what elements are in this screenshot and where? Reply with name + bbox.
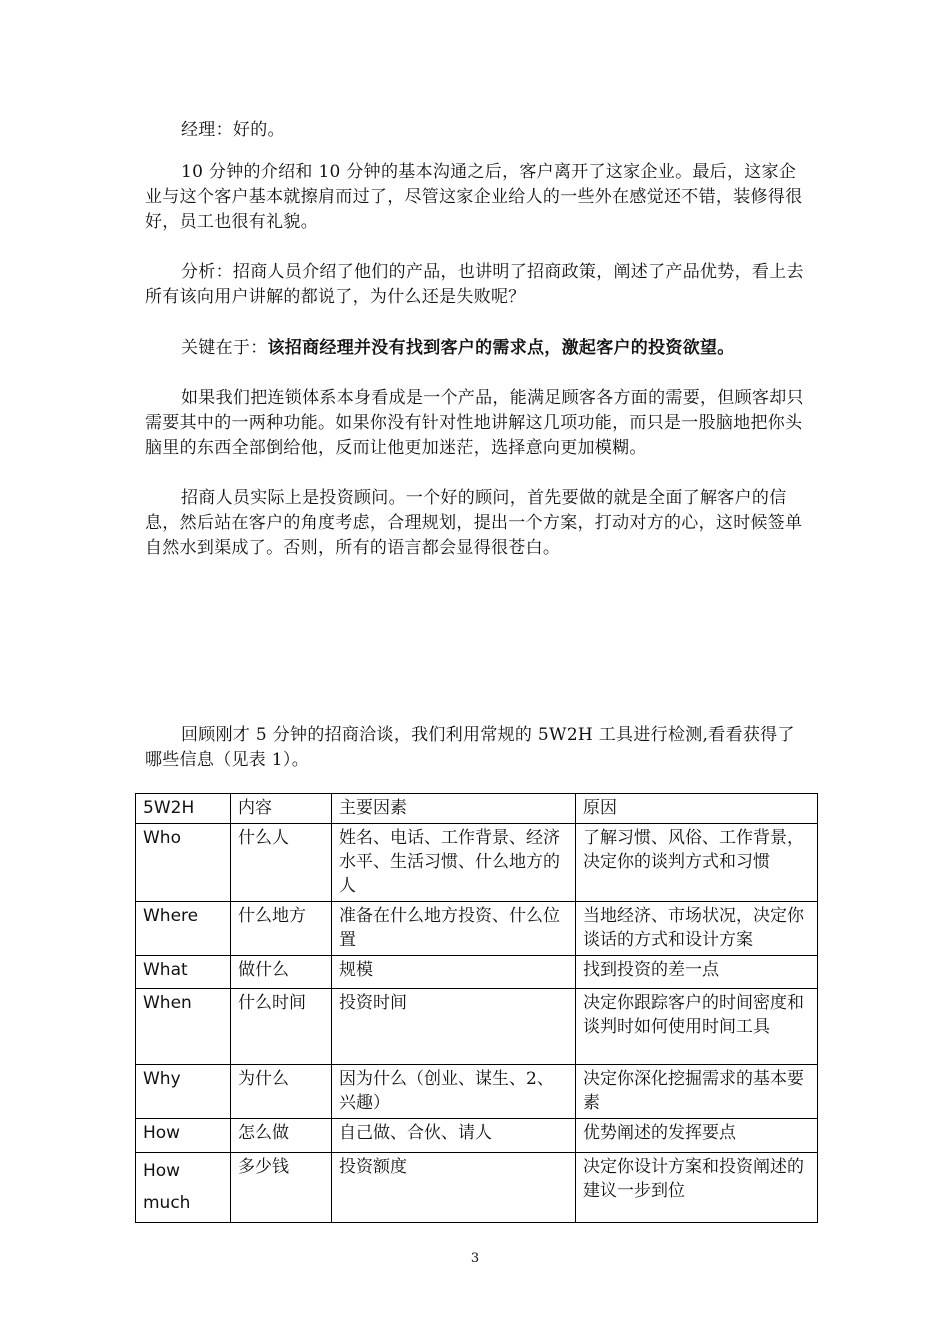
table-cell-key: Who [136, 824, 231, 902]
key-point-text: 该招商经理并没有找到客户的需求点，激起客户的投资欲望。 [267, 338, 735, 358]
table-header-cell: 内容 [231, 794, 332, 824]
table-cell-key: When [136, 989, 231, 1065]
table-header-cell: 5W2H [136, 794, 231, 824]
table-5w2h [135, 793, 818, 1223]
table-cell-key: Why [136, 1065, 231, 1119]
table-cell-factor: 投资额度 [332, 1153, 576, 1223]
paragraph-key-point [145, 336, 810, 361]
table-cell-reason: 决定你深化挖掘需求的基本要素 [576, 1065, 818, 1119]
table-row [136, 902, 818, 956]
table-cell-reason: 了解习惯、风俗、工作背景，决定你的谈判方式和习惯 [576, 824, 818, 902]
table-cell-factor: 自己做、合伙、请人 [332, 1119, 576, 1153]
table-header-row [136, 794, 818, 824]
table-cell-reason: 找到投资的差一点 [576, 956, 818, 989]
table-cell-content: 什么人 [231, 824, 332, 902]
table-cell-reason: 优势阐述的发挥要点 [576, 1119, 818, 1153]
table-cell-key: How [136, 1119, 231, 1153]
table-row [136, 1119, 818, 1153]
table-row [136, 1153, 818, 1223]
table-cell-content: 什么地方 [231, 902, 332, 956]
paragraph-customer-left: 10 分钟的介绍和 10 分钟的基本沟通之后，客户离开了这家企业。最后，这家企业与这个客户基本就擦肩而过了，尽管这家企业给人的一些外在感觉还不错，装修得很好，员工也很有礼貌。 [145, 162, 803, 232]
table-row [136, 1065, 818, 1119]
page-number: 3 [470, 1251, 480, 1266]
table-cell-factor: 投资时间 [332, 989, 576, 1065]
table-cell-reason: 当地经济、市场状况，决定你谈话的方式和设计方案 [576, 902, 818, 956]
table-cell-content: 多少钱 [231, 1153, 332, 1223]
table-cell-factor: 准备在什么地方投资、什么位置 [332, 902, 576, 956]
table-cell-factor: 姓名、电话、工作背景、经济水平、生活习惯、什么地方的人 [332, 824, 576, 902]
key-point-label: 关键在于： [181, 338, 268, 358]
table-cell-content: 什么时间 [231, 989, 332, 1065]
table-row [136, 989, 818, 1065]
table-cell-factor: 规模 [332, 956, 576, 989]
table-row [136, 824, 818, 902]
table-cell-reason: 决定你设计方案和投资阐述的建议一步到位 [576, 1153, 818, 1223]
paragraph-chain-system: 如果我们把连锁体系本身看成是一个产品，能满足顾客各方面的需要，但顾客却只需要其中的一两种功能。如果你没有针对性地讲解这几项功能，而只是一股脑地把你头脑里的东西全部倒给他，反而让他更加迷茫，选择意向更加模糊。 [145, 388, 804, 458]
table-cell-key: Where [136, 902, 231, 956]
table-cell-content: 做什么 [231, 956, 332, 989]
table-header-cell: 主要因素 [332, 794, 576, 824]
table-cell-factor: 因为什么（创业、谋生、2、兴趣） [332, 1065, 576, 1119]
paragraph-manager-reply: 经理：好的。 [181, 120, 285, 140]
table-cell-key: What [136, 956, 231, 989]
paragraph-review-5w2h: 回顾刚才 5 分钟的招商洽谈，我们利用常规的 5W2H 工具进行检测,看看获得了哪些信息（见表 1）。 [145, 725, 795, 770]
table-cell-content: 为什么 [231, 1065, 332, 1119]
table-cell-key: How much [136, 1153, 231, 1223]
table-cell-reason: 决定你跟踪客户的时间密度和谈判时如何使用时间工具 [576, 989, 818, 1065]
table-cell-content: 怎么做 [231, 1119, 332, 1153]
table-row [136, 956, 818, 989]
paragraph-analysis: 分析：招商人员介绍了他们的产品，也讲明了招商政策，阐述了产品优势，看上去所有该向用户讲解的都说了，为什么还是失败呢？ [145, 262, 804, 307]
paragraph-investment-advisor: 招商人员实际上是投资顾问。一个好的顾问，首先要做的就是全面了解客户的信息，然后站在客户的角度考虑，合理规划，提出一个方案，打动对方的心，这时候签单自然水到渠成了。否则，所有的语言都会显得很苍白。 [145, 488, 803, 558]
table-header-cell: 原因 [576, 794, 818, 824]
